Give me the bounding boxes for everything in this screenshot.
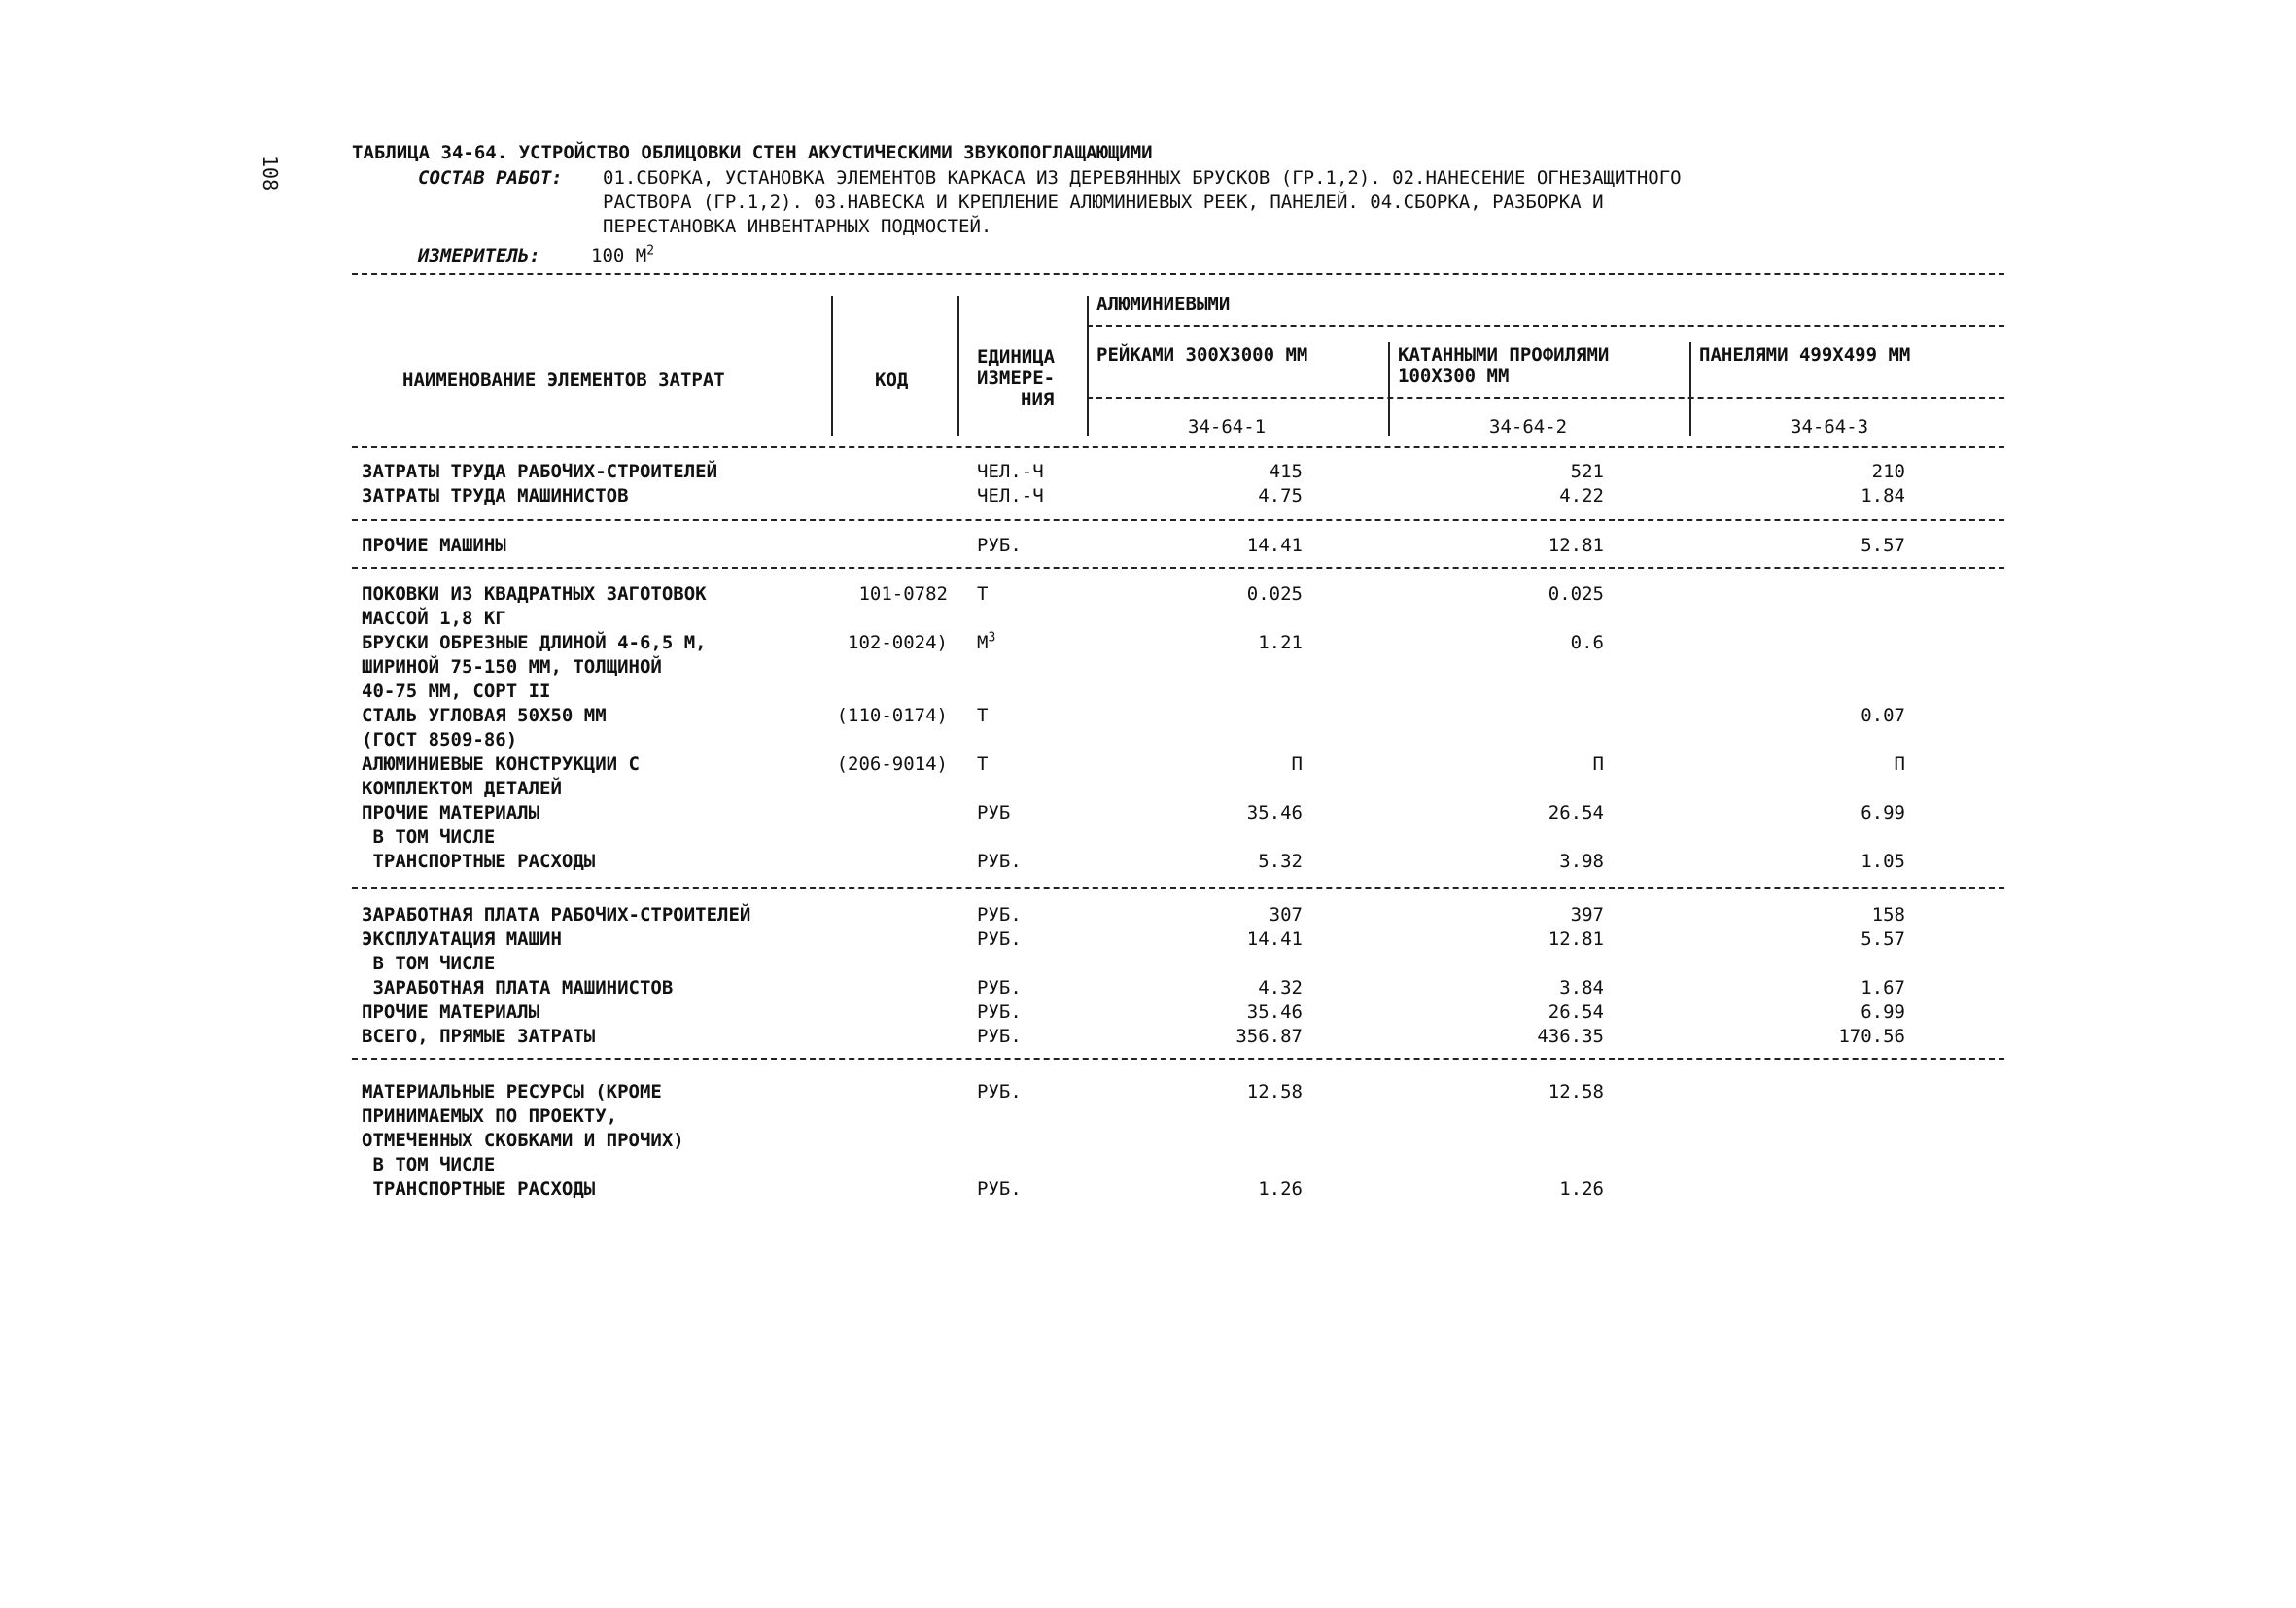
total-row-name: ВСЕГО, ПРЯМЫЕ ЗАТРАТЫ	[362, 1026, 596, 1047]
total-row-value-3: 170.56	[1838, 1026, 1905, 1047]
material-row-unit: РУБ.	[977, 851, 1022, 872]
rule-header-bottom	[352, 446, 2004, 448]
page-number: 108	[259, 156, 282, 192]
vbar-v2	[1689, 342, 1691, 436]
resource-row-value-1: 12.58	[1246, 1081, 1303, 1102]
total-row-value-2: 436.35	[1537, 1026, 1604, 1047]
material-row-value-2: П	[1592, 753, 1604, 775]
material-row-unit: Т	[977, 753, 989, 775]
work-label: СОСТАВ РАБОТ:	[418, 167, 563, 189]
resource-row-name: ПРИНИМАЕМЫХ ПО ПРОЕКТУ,	[362, 1105, 618, 1127]
rule-group	[1087, 325, 2004, 327]
material-row-value-1: 35.46	[1246, 802, 1303, 823]
material-row-name: АЛЮМИНИЕВЫЕ КОНСТРУКЦИИ С	[362, 753, 640, 775]
material-row-name: ПОКОВКИ ИЗ КВАДРАТНЫХ ЗАГОТОВОК	[362, 583, 707, 605]
machines-row-unit: РУБ.	[977, 535, 1022, 556]
labor-row-value-2: 521	[1570, 461, 1604, 482]
material-row-name: БРУСКИ ОБРЕЗНЫЕ ДЛИНОЙ 4-6,5 М,	[362, 632, 707, 653]
machines-row-name: ПРОЧИЕ МАШИНЫ	[362, 535, 506, 556]
header-variant-2b: 100Х300 ММ	[1398, 366, 1510, 387]
material-row-name: СТАЛЬ УГЛОВАЯ 50Х50 ММ	[362, 705, 607, 726]
total-row-name: В ТОМ ЧИСЛЕ	[362, 953, 496, 974]
unit-sup: 3	[988, 630, 996, 646]
material-row-value-1: П	[1291, 753, 1303, 775]
material-row-unit: РУБ	[977, 802, 1011, 823]
total-row-unit: РУБ.	[977, 1026, 1022, 1047]
header-variant-2a: КАТАННЫМИ ПРОФИЛЯМИ	[1398, 344, 1610, 366]
total-row-unit: РУБ.	[977, 977, 1022, 998]
rule-machines	[352, 567, 2004, 569]
work-line-2: РАСТВОРА (ГР.1,2). 03.НАВЕСКА И КРЕПЛЕНИЕ АЛЮМИНИЕВЫХ РЕЕК, ПАНЕЛЕЙ. 04.СБОРКА, РАЗБОРКА И	[603, 192, 1604, 213]
labor-row-value-2: 4.22	[1559, 485, 1604, 507]
material-row-value-1: 0.025	[1246, 583, 1303, 605]
material-row-name: ТРАНСПОРТНЫЕ РАСХОДЫ	[362, 851, 596, 872]
total-row-value-1: 307	[1269, 904, 1303, 926]
total-row-value-1: 35.46	[1246, 1001, 1303, 1023]
header-unit-2: ИЗМЕРЕ-	[977, 367, 1056, 389]
resource-row-name: ТРАНСПОРТНЫЕ РАСХОДЫ	[362, 1178, 596, 1200]
total-row-value-3: 6.99	[1861, 1001, 1905, 1023]
material-row-value-3: 1.05	[1861, 851, 1905, 872]
material-row-name: МАССОЙ 1,8 КГ	[362, 608, 506, 629]
total-row-unit: РУБ.	[977, 904, 1022, 926]
rule-materials	[352, 887, 2004, 889]
total-row-value-1: 14.41	[1246, 928, 1303, 950]
material-row-name: В ТОМ ЧИСЛЕ	[362, 826, 496, 848]
header-code-2: 34-64-2	[1489, 416, 1568, 437]
vbar-code	[957, 296, 959, 436]
header-code-1: 34-64-1	[1188, 416, 1267, 437]
header-unit-3: НИЯ	[1021, 389, 1055, 410]
machines-row-value-1: 14.41	[1246, 535, 1303, 556]
material-row-value-1: 1.21	[1258, 632, 1303, 653]
material-row-code: (206-9014)	[836, 753, 948, 775]
measure-sup: 2	[646, 243, 655, 259]
machines-row-value-2: 12.81	[1548, 535, 1604, 556]
vbar-name	[831, 296, 833, 436]
machines-row-value-3: 5.57	[1861, 535, 1905, 556]
vbar-v1	[1388, 342, 1390, 436]
rule-variants	[1087, 397, 2004, 399]
material-row-value-2: 0.025	[1548, 583, 1604, 605]
labor-row-unit: ЧЕЛ.-Ч	[977, 461, 1044, 482]
resource-row-name: МАТЕРИАЛЬНЫЕ РЕСУРСЫ (КРОМЕ	[362, 1081, 662, 1102]
material-row-name: ПРОЧИЕ МАТЕРИАЛЫ	[362, 802, 540, 823]
total-row-value-1: 356.87	[1235, 1026, 1303, 1047]
header-name: НАИМЕНОВАНИЕ ЭЛЕМЕНТОВ ЗАТРАТ	[402, 369, 725, 391]
header-group: АЛЮМИНИЕВЫМИ	[1096, 294, 1231, 315]
total-row-name: ЭКСПЛУАТАЦИЯ МАШИН	[362, 928, 562, 950]
labor-row-value-3: 210	[1871, 461, 1905, 482]
material-row-unit: Т	[977, 705, 989, 726]
material-row-value-3: П	[1894, 753, 1905, 775]
total-row-value-3: 5.57	[1861, 928, 1905, 950]
material-row-value-3: 0.07	[1861, 705, 1905, 726]
header-variant-1: РЕЙКАМИ 300Х3000 ММ	[1096, 344, 1308, 366]
header-unit-1: ЕДИНИЦА	[977, 346, 1056, 367]
total-row-unit: РУБ.	[977, 928, 1022, 950]
material-row-unit: $М^3$	[977, 630, 996, 653]
rule-labor	[352, 519, 2004, 521]
labor-row-value-3: 1.84	[1861, 485, 1905, 507]
total-row-name: ЗАРАБОТНАЯ ПЛАТА МАШИНИСТОВ	[362, 977, 674, 998]
material-row-name: (ГОСТ 8509-86)	[362, 729, 518, 751]
total-row-unit: РУБ.	[977, 1001, 1022, 1023]
material-row-unit: Т	[977, 583, 989, 605]
material-row-name: КОМПЛЕКТОМ ДЕТАЛЕЙ	[362, 778, 562, 799]
material-row-code: 101-0782	[858, 583, 948, 605]
work-line-1: 01.СБОРКА, УСТАНОВКА ЭЛЕМЕНТОВ КАРКАСА ИЗ ДЕРЕВЯННЫХ БРУСКОВ (ГР.1,2). 02.НАНЕСЕНИЕ ОГНЕЗАЩИТНОГО	[603, 167, 1682, 189]
total-row-value-2: 397	[1570, 904, 1604, 926]
measure-unit: 100 М	[591, 245, 647, 266]
header-variant-3: ПАНЕЛЯМИ 499Х499 ММ	[1699, 344, 1911, 366]
material-row-code: 102-0024)	[848, 632, 948, 653]
total-row-value-2: 12.81	[1548, 928, 1604, 950]
vbar-unit	[1087, 296, 1089, 436]
total-row-value-2: 26.54	[1548, 1001, 1604, 1023]
rule-top	[352, 273, 2004, 275]
labor-row-value-1: 415	[1269, 461, 1303, 482]
work-line-3: ПЕРЕСТАНОВКА ИНВЕНТАРНЫХ ПОДМОСТЕЙ.	[603, 216, 992, 237]
total-row-value-2: 3.84	[1559, 977, 1604, 998]
labor-row-name: ЗАТРАТЫ ТРУДА РАБОЧИХ-СТРОИТЕЛЕЙ	[362, 461, 718, 482]
header-code: КОД	[875, 369, 909, 391]
measure-value	[591, 245, 654, 266]
header-code-3: 34-64-3	[1791, 416, 1869, 437]
table-title: ТАБЛИЦА 34-64. УСТРОЙСТВО ОБЛИЦОВКИ СТЕН АКУСТИЧЕСКИМИ ЗВУКОПОГЛАЩАЮЩИМИ	[352, 142, 1153, 163]
total-row-name: ЗАРАБОТНАЯ ПЛАТА РАБОЧИХ-СТРОИТЕЛЕЙ	[362, 904, 751, 926]
resource-row-value-1: 1.26	[1258, 1178, 1303, 1200]
labor-row-name: ЗАТРАТЫ ТРУДА МАШИНИСТОВ	[362, 485, 629, 507]
material-row-value-2: 3.98	[1559, 851, 1604, 872]
measure-label: ИЗМЕРИТЕЛЬ:	[418, 245, 540, 266]
resource-row-name: В ТОМ ЧИСЛЕ	[362, 1154, 496, 1175]
resource-row-name: ОТМЕЧЕННЫХ СКОБКАМИ И ПРОЧИХ)	[362, 1130, 684, 1151]
material-row-value-1: 5.32	[1258, 851, 1303, 872]
resource-row-unit: РУБ.	[977, 1178, 1022, 1200]
rule-totals	[352, 1058, 2004, 1060]
resource-row-value-2: 1.26	[1559, 1178, 1604, 1200]
resource-row-unit: РУБ.	[977, 1081, 1022, 1102]
material-row-name: ШИРИНОЙ 75-150 ММ, ТОЛЩИНОЙ	[362, 656, 662, 678]
material-row-value-3: 6.99	[1861, 802, 1905, 823]
total-row-value-1: 4.32	[1258, 977, 1303, 998]
material-row-code: (110-0174)	[836, 705, 948, 726]
material-row-value-2: 26.54	[1548, 802, 1604, 823]
total-row-name: ПРОЧИЕ МАТЕРИАЛЫ	[362, 1001, 540, 1023]
material-row-name: 40-75 ММ, СОРТ II	[362, 681, 551, 702]
labor-row-unit: ЧЕЛ.-Ч	[977, 485, 1044, 507]
total-row-value-3: 158	[1871, 904, 1905, 926]
material-row-value-2: 0.6	[1570, 632, 1604, 653]
total-row-value-3: 1.67	[1861, 977, 1905, 998]
labor-row-value-1: 4.75	[1258, 485, 1303, 507]
resource-row-value-2: 12.58	[1548, 1081, 1604, 1102]
